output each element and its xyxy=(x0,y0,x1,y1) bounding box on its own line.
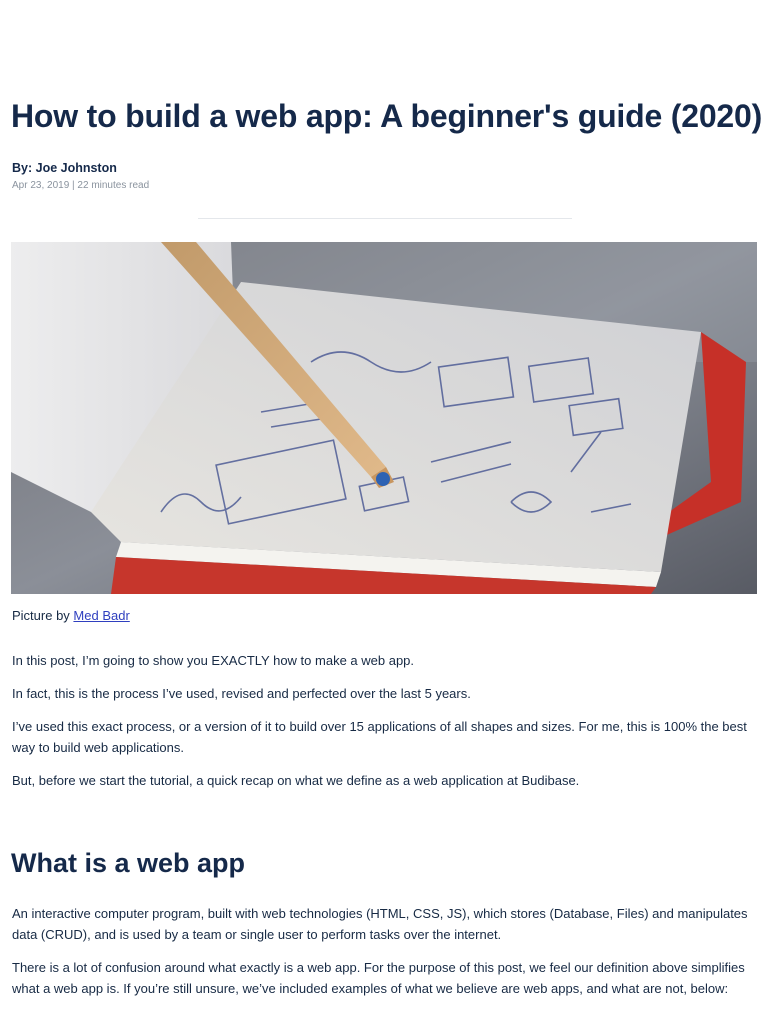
post-meta: Apr 23, 2019 | 22 minutes read xyxy=(12,180,150,191)
divider xyxy=(198,218,572,219)
intro-paragraph-2: In fact, this is the process I’ve used, revised and perfected over the last 5 years. xyxy=(12,686,471,701)
intro-paragraph-1: In this post, I’m going to show you EXACTLY how to make a web app. xyxy=(12,653,415,668)
section-paragraph-2: There is a lot of confusion around what exactly is a web app. For the purpose of this post, we feel our definition above simplifies what a web app is. If you’re still unsure, we’ve included examples of what we believe are web apps, and what are not, below: xyxy=(12,960,745,996)
article-title: How to build a web app: A beginner's guide (2020) xyxy=(11,98,763,134)
intro-paragraph-4: But, before we start the tutorial, a quick recap on what we define as a web application at Budibase. xyxy=(12,773,580,788)
section-paragraph-1: An interactive computer program, built with web technologies (HTML, CSS, JS), which stores (Database, Files) and manipulates data (CRUD), and is used by a team or single user to perform tasks over the internet. xyxy=(12,906,748,942)
caption-prefix: Picture by xyxy=(12,608,74,623)
hero-image xyxy=(11,242,757,594)
image-caption xyxy=(12,608,130,623)
intro-paragraph-3: I’ve used this exact process, or a version of it to build over 15 applications of all shapes and sizes. For me, this is 100% the best way to build web applications. xyxy=(12,719,747,755)
section-heading: What is a web app xyxy=(11,848,246,878)
author-byline: By: Joe Johnston xyxy=(12,161,117,175)
photographer-link[interactable]: Med Badr xyxy=(73,608,130,623)
